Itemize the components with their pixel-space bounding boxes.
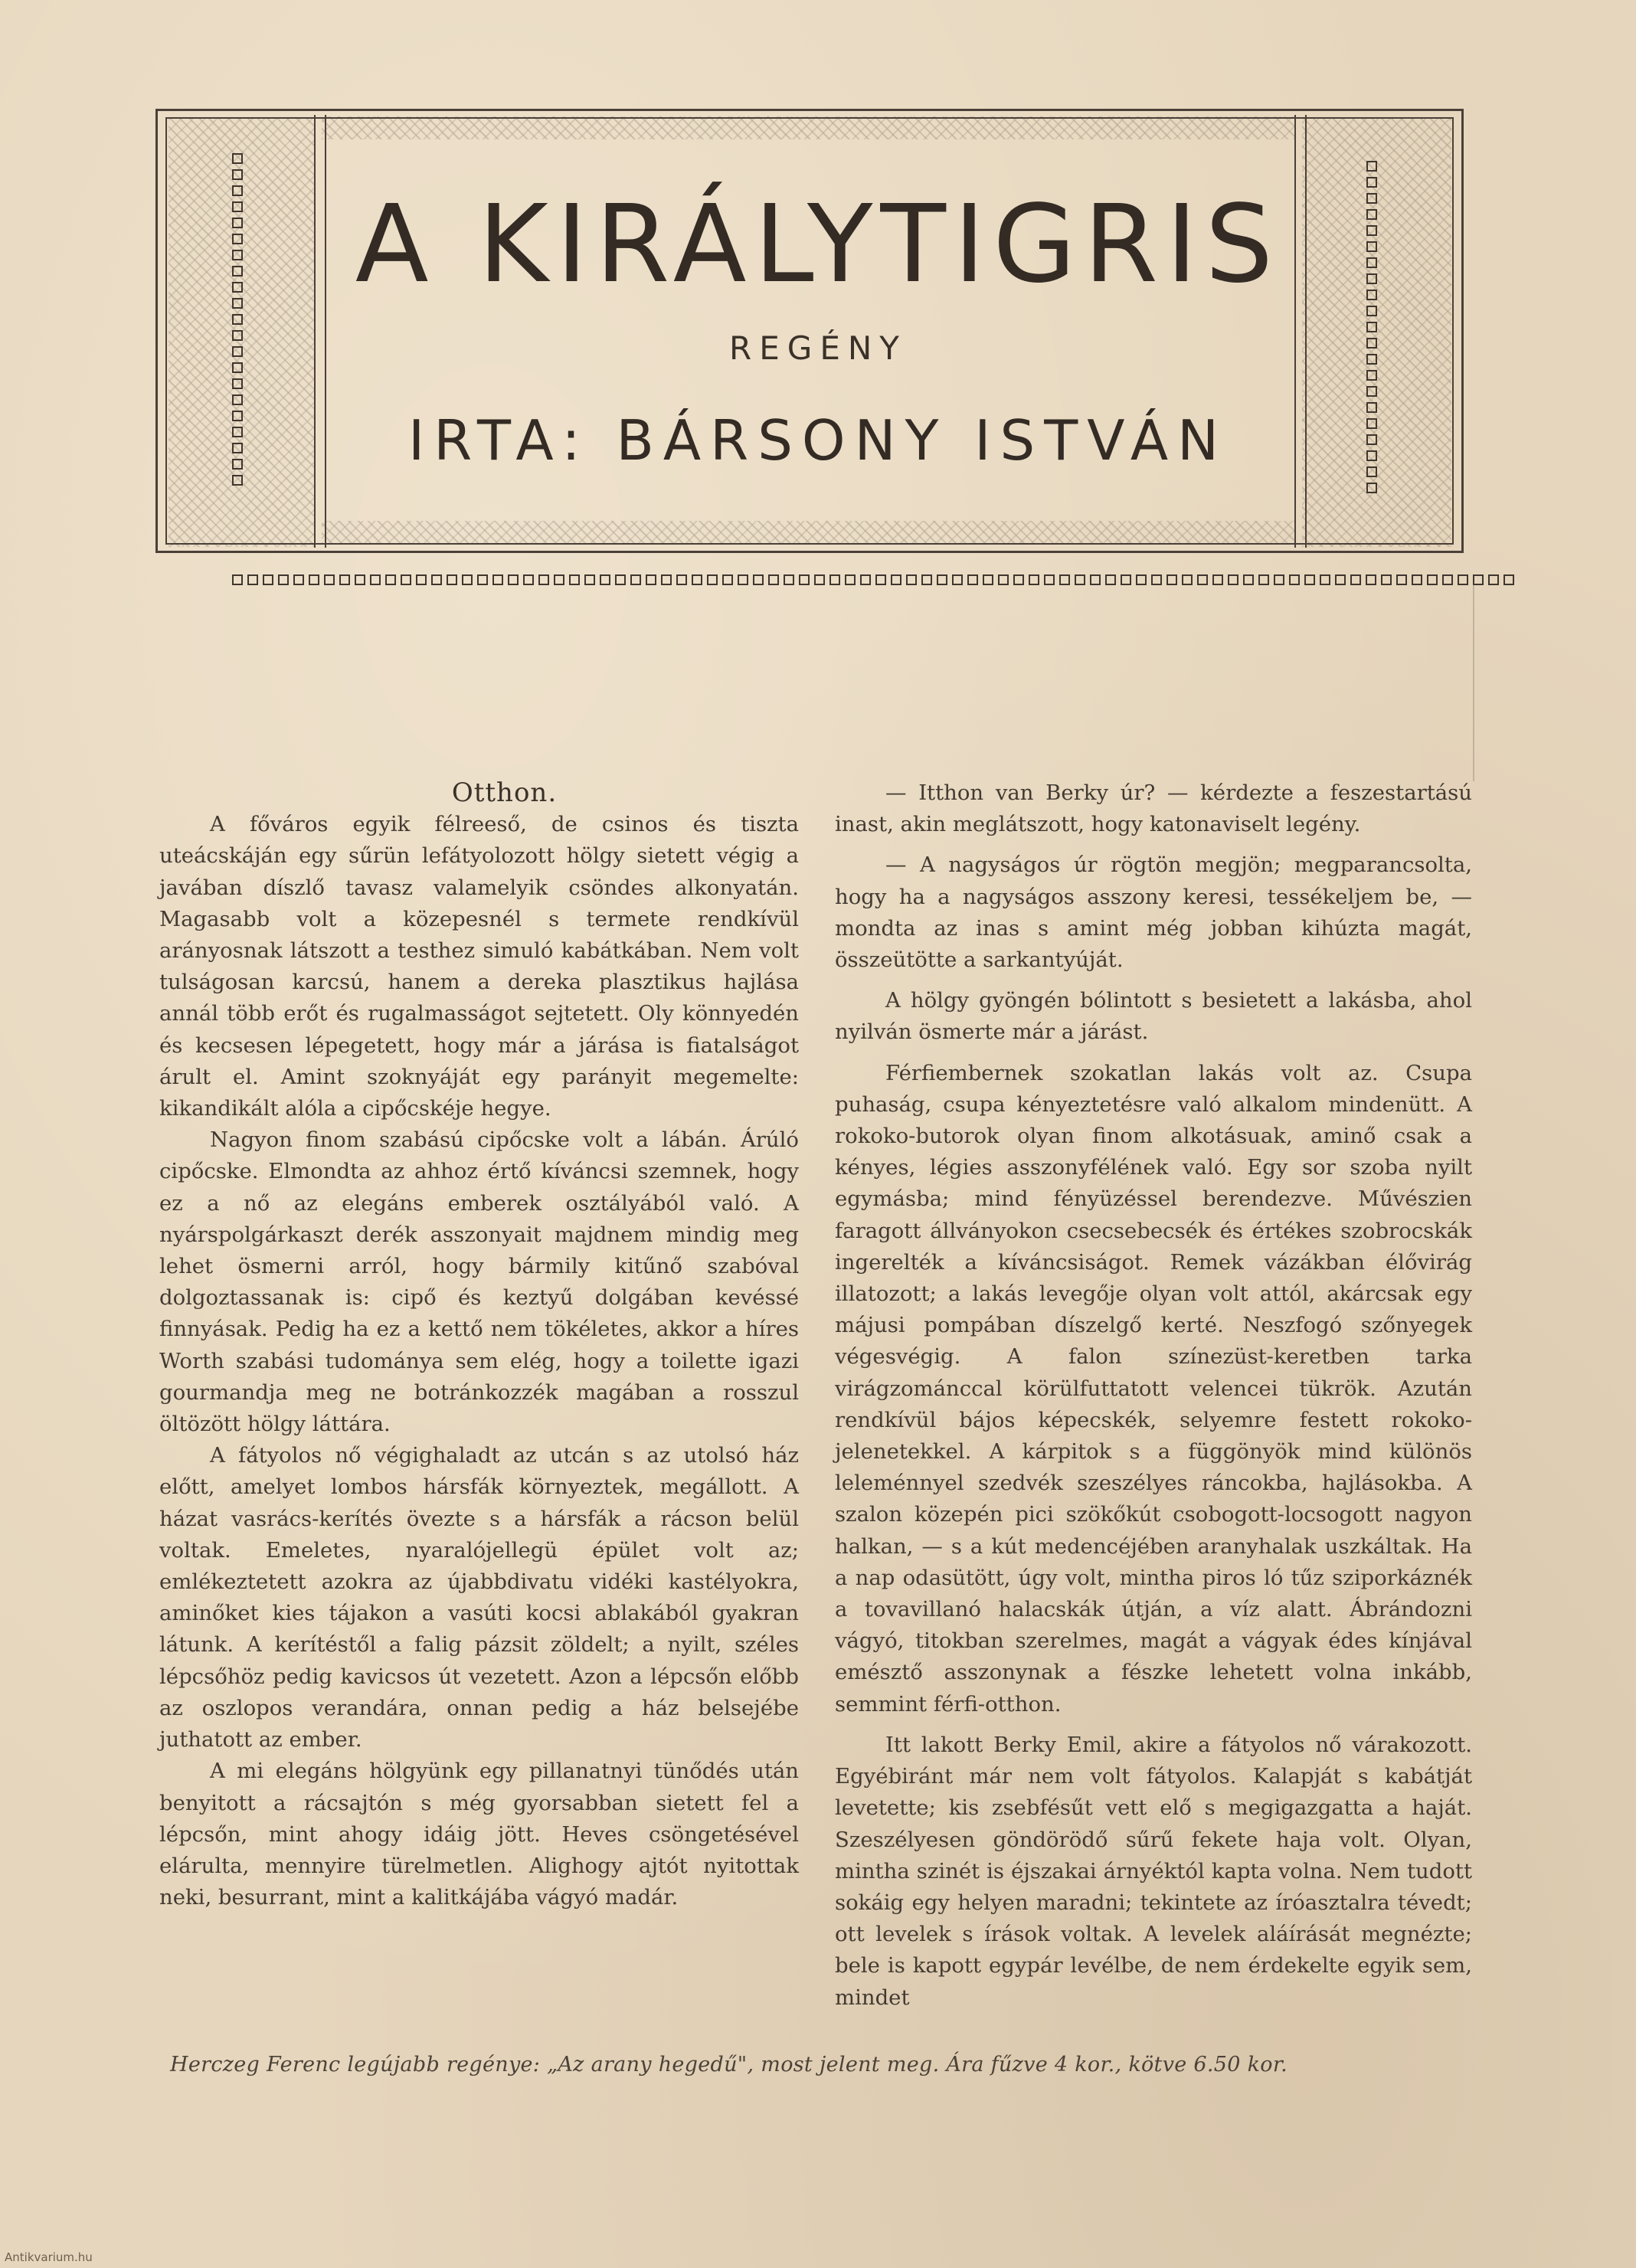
chain-square: [1381, 574, 1392, 585]
chain-square: [462, 574, 473, 585]
chain-square: [1304, 574, 1315, 585]
chain-square: [600, 574, 610, 585]
chain-square: [324, 574, 335, 585]
chain-square: [232, 574, 243, 585]
chain-square: [293, 574, 304, 585]
chain-square: [247, 574, 258, 585]
chain-square: [1228, 574, 1238, 585]
chain-square: [477, 574, 488, 585]
chain-square: [1366, 574, 1376, 585]
chain-square: [232, 169, 243, 180]
chain-square: [1029, 574, 1039, 585]
chain-square: [1013, 574, 1024, 585]
genre-subtitle: REGÉNY: [729, 329, 907, 367]
chain-square: [492, 574, 503, 585]
chain-square: [431, 574, 442, 585]
chain-square: [768, 574, 779, 585]
chain-square: [1458, 574, 1468, 585]
chain-square: [937, 574, 947, 585]
chain-square: [630, 574, 641, 585]
chain-square: [692, 574, 702, 585]
paragraph: Itt lakott Berky Emil, akire a fátyolos nő várakozott. Egyébiránt már nem volt fátyolos. Kalapját s kabátját levetette; kis zsebfésűt vett elő s megigazgatta a haját. Szeszélyesen göndörödő sűrű fekete haja volt. Olyan, mintha szinét is éjszakai árnyéktól kapta volna. Nem tudott sokáig egy helyen maradni; tekintete az íróasztalra tévedt; ott levelek s írások voltak. A levelek aláírását megnézte; bele is kapott egypár levélbe, de nem érdekelte egyik sem, mindet: [835, 1732, 1472, 2010]
chain-square: [1427, 574, 1438, 585]
chain-square: [232, 394, 243, 405]
page-title: A KIRÁLYTIGRIS: [355, 182, 1281, 307]
chain-square: [1289, 574, 1300, 585]
section-title: Otthon.: [451, 777, 558, 808]
chain-square: [1212, 574, 1223, 585]
chain-square: [1366, 483, 1377, 493]
paragraph: A mi elegáns hölgyünk egy pillanatnyi tünődés után benyitott a rácsajtón s még gyorsabban sietett fel a lépcsőn, mint ahogy idáig jött. Heves csöngetésével elárulta, mennyire türelmetlen. Alighogy ajtót nyitottak neki, besurrant, mint a kalitkájába vágyó madár.: [159, 1759, 799, 1910]
chain-square: [232, 153, 243, 164]
chain-square: [615, 574, 626, 585]
chain-square: [1243, 574, 1254, 585]
chain-square: [278, 574, 289, 585]
square-chain-bottom: [232, 574, 1514, 585]
chain-square: [845, 574, 856, 585]
chain-square: [983, 574, 993, 585]
chain-square: [1366, 161, 1377, 172]
chain-square: [722, 574, 733, 585]
chain-square: [554, 574, 564, 585]
paragraph: — Itthon van Berky úr? — kérdezte a feszestartású inast, akin meglátszott, hogy katonaviselt legény.: [835, 781, 1472, 837]
chain-square: [738, 574, 748, 585]
chain-square: [799, 574, 810, 585]
paragraph: Férfiembernek szokatlan lakás volt az. Csupa puhaság, csupa kényeztetésre való alkalom mindenütt. A rokoko-butorok olyan finom alkotásuak, aminő csak a kényes, légies asszonyfélének való. Egy sor szoba nyilt egymásba; mind fényüzéssel berendezve. Művészien faragott állványokon csecsebecsék és értékes szobrocskák ingerelték a kíváncsiságot. Remek vázákban élővirág illatozott; a lakás levegője olyan volt attól, akárcsak egy májusi pompában díszelgő kerté. Neszfogó szőnyegek végesvégig. A falon színezüst-keretben tarka virágzománccal körülfuttatott velencei tükrök. Azután rendkívül bájos képecskék, selyemre festett rokoko-jelenetekkel. A kárpitok s a függönyök mind különös leleménnyel szedvék szeszélyes ráncokba, hajlásokba. A szalon közepén pici szökőkút csobogott-locsogott nagyon halkan, — s a kút medencéjében aranyhalak uszkáltak. Ha a nap odasütött, úgy volt, mintha piros ló tűz sziporkáznék a tovavillanó halacskák útján, a víz alatt. Ábrándozni vágyó, titokban szerelmes, magát a vágyak édes kínjával emésztő asszonynak a fészke lehetett volna inkább, semmint férfi-otthon.: [835, 1060, 1472, 1717]
chain-square: [814, 574, 825, 585]
chain-square: [401, 574, 411, 585]
chain-square: [829, 574, 840, 585]
chain-square: [508, 574, 519, 585]
chain-square: [753, 574, 764, 585]
chain-square: [1059, 574, 1070, 585]
ornament-band-bottom: [322, 521, 1294, 544]
chain-square: [1366, 177, 1377, 188]
chain-square: [891, 574, 901, 585]
chain-square: [784, 574, 794, 585]
chain-square: [1182, 574, 1193, 585]
chain-square: [1136, 574, 1147, 585]
chain-square: [339, 574, 350, 585]
chain-square: [1442, 574, 1453, 585]
chain-square: [263, 574, 273, 585]
chain-square: [1151, 574, 1162, 585]
chain-square: [952, 574, 963, 585]
chain-square: [232, 314, 243, 325]
chain-square: [1366, 306, 1377, 316]
chain-square: [1412, 574, 1422, 585]
paragraph: A fátyolos nő végighaladt az utcán s az utolsó ház előtt, amelyet lombos hársfák környeztek, megállott. A házat vasrács-kerítés övezte s a hársfák a rácson belül voltak. Emeletes, nyaralójellegü épület volt az; emlékeztetett azokra az újabbdivatu vidéki kastélyokra, aminőket kies tájakon a vasúti kocsi ablakából gyakran látunk. A kerítéstől a falig pázsit zöldelt; a nyilt, széles lépcsőhöz pedig kavicsos út vezetett. Azon a lépcsőn előbb az oszlopos verandára, onnan pedig a ház belsejébe juthatott az ember.: [159, 1443, 799, 1753]
text-column-left: [159, 777, 799, 1913]
chain-square: [1105, 574, 1116, 585]
chain-square: [967, 574, 978, 585]
chain-square: [232, 475, 243, 486]
chain-square: [1166, 574, 1177, 585]
paragraph: Nagyon finom szabású cipőcske volt a lábán. Árúló cipőcske. Elmondta az ahhoz értő kíváncsi szemnek, hogy ez a nő az elegáns emberek osztályából való. A nyárspolgárkaszt derék asszonyait majdnem mindig meg lehet ösmerni arról, hogy bármily kitűnő szabóval dolgoztassanak is: cipő és keztyű dolgában kevéssé finnyásak. Pedig ha ez a kettő nem tökéletes, akkor a híres Worth szabási tudománya sem elég, hogy a toilette igazi gourmandja meg ne botránkozzék magában a rosszul öltözött hölgy láttára.: [159, 1127, 799, 1437]
chain-square: [232, 378, 243, 389]
chain-square: [355, 574, 365, 585]
chain-square: [1258, 574, 1269, 585]
ornament-band-top: [322, 116, 1294, 139]
chain-square: [998, 574, 1009, 585]
chain-square: [1366, 370, 1377, 381]
chain-square: [1488, 574, 1499, 585]
chain-square: [523, 574, 534, 585]
chain-square: [921, 574, 932, 585]
chain-square: [538, 574, 549, 585]
chain-square: [1503, 574, 1514, 585]
chain-square: [1121, 574, 1131, 585]
chain-square: [1396, 574, 1407, 585]
paper-fold-mark: [1473, 582, 1474, 781]
chain-square: [1320, 574, 1330, 585]
chain-square: [707, 574, 718, 585]
chain-square: [1335, 574, 1346, 585]
chain-square: [1197, 574, 1208, 585]
chain-square: [875, 574, 886, 585]
chain-square: [1075, 574, 1085, 585]
chain-square: [569, 574, 580, 585]
paragraph: A főváros egyik félreeső, de csinos és tiszta uteácskáján egy sűrün lefátyolozott hölgy sietett végig a javában díszlő tavasz valamelyik csöndes alkonyatán. Magasabb volt a közepesnél s termete rendkívül arányosnak látszott a testhez simuló kabátkában. Nem volt tulságosan karcsú, hanem a dereka plasztikus hajlása annál több erőt és rugalmasságot sejtetett. Oly könnyedén és kecsesen lépegetett, hogy már a járása is fiatalságot árult el. Amint szoknyáját egy parányit megemelte: kikandikált alóla a cipőcskéje hegye.: [159, 812, 799, 1121]
chain-square: [1274, 574, 1284, 585]
paragraph: — A nagyságos úr rögtön megjön; megparancsolta, hogy ha a nagyságos asszony keresi, tessékeljem be, — mondta az inas s amint még jobban kihúzta magát, összeütötte a sarkantyúját.: [835, 853, 1472, 973]
chain-square: [370, 574, 381, 585]
chain-square: [309, 574, 319, 585]
chain-square: [1473, 574, 1484, 585]
chain-square: [447, 574, 457, 585]
chain-square: [385, 574, 396, 585]
watermark: Antikvarium.hu: [5, 2250, 93, 2264]
author-line: IRTA: BÁRSONY ISTVÁN: [407, 408, 1228, 473]
chain-square: [1366, 386, 1377, 397]
chain-square: [646, 574, 656, 585]
chain-square: [232, 298, 243, 309]
chain-square: [416, 574, 427, 585]
chain-square: [584, 574, 595, 585]
advertisement-line: Herczeg Ferenc legújabb regénye: „Az arany hegedű", most jelent meg. Ára fűzve 4 kor., kötve 6.50 kor.: [170, 2053, 1288, 2077]
chain-square: [1350, 574, 1361, 585]
chain-square: [906, 574, 917, 585]
chain-square: [860, 574, 871, 585]
chain-square: [1090, 574, 1101, 585]
chain-square: [661, 574, 672, 585]
paragraph: A hölgy gyöngén bólintott s besietett a lakásba, ahol nyilván ösmerte már a járást.: [835, 988, 1472, 1045]
text-column-right: [835, 777, 1472, 2014]
chain-square: [1044, 574, 1055, 585]
chain-square: [676, 574, 687, 585]
